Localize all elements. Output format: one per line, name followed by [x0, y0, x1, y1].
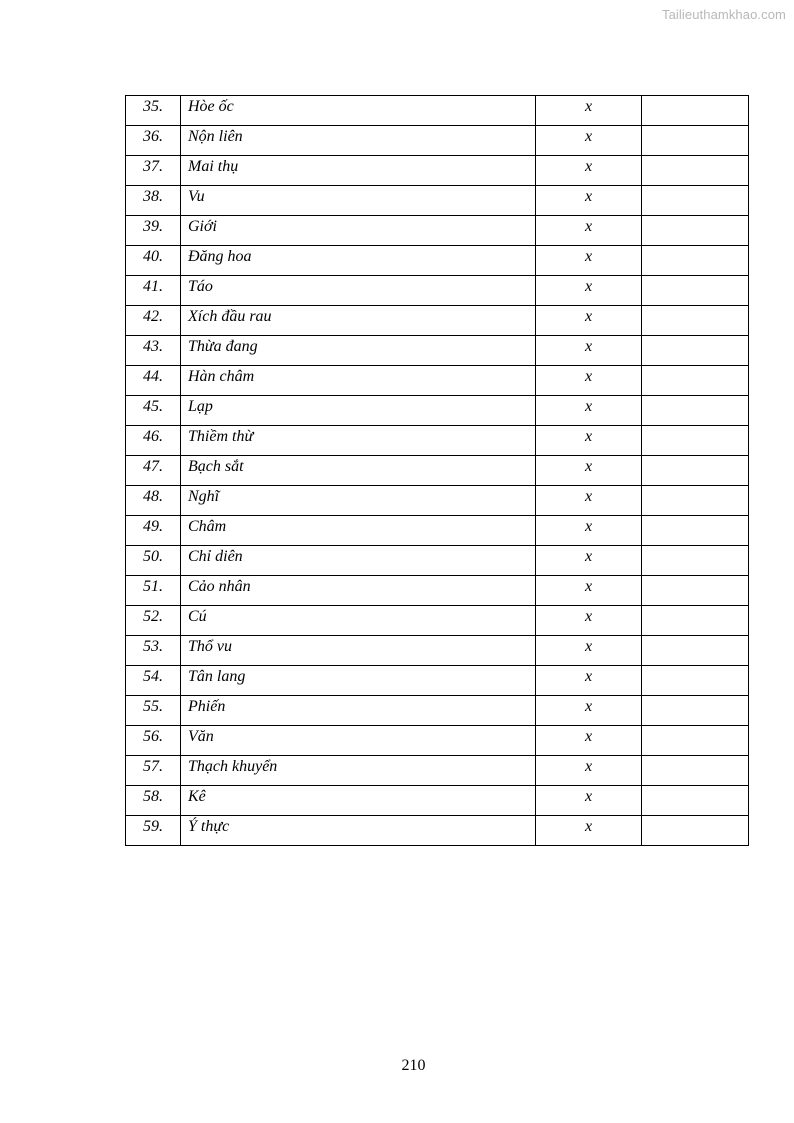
row-mark-cell: x	[536, 306, 642, 336]
table-row	[126, 666, 749, 696]
table-row	[126, 216, 749, 246]
row-number-cell: 37.	[126, 156, 181, 186]
species-table	[125, 95, 749, 846]
row-extra-cell	[642, 366, 749, 396]
table-row	[126, 606, 749, 636]
row-number-cell: 48.	[126, 486, 181, 516]
row-number-cell: 43.	[126, 336, 181, 366]
row-name-cell: Mai thụ	[181, 156, 536, 186]
row-name-cell: Châm	[181, 516, 536, 546]
row-mark-cell: x	[536, 186, 642, 216]
row-mark-cell: x	[536, 426, 642, 456]
row-extra-cell	[642, 156, 749, 186]
row-extra-cell	[642, 636, 749, 666]
row-extra-cell	[642, 306, 749, 336]
row-extra-cell	[642, 336, 749, 366]
row-extra-cell	[642, 96, 749, 126]
row-extra-cell	[642, 396, 749, 426]
table-row	[126, 456, 749, 486]
row-name-cell: Hàn châm	[181, 366, 536, 396]
row-extra-cell	[642, 756, 749, 786]
row-mark-cell: x	[536, 666, 642, 696]
row-number-cell: 39.	[126, 216, 181, 246]
row-name-cell: Táo	[181, 276, 536, 306]
row-number-cell: 54.	[126, 666, 181, 696]
row-name-cell: Đăng hoa	[181, 246, 536, 276]
table-row	[126, 636, 749, 666]
row-mark-cell: x	[536, 516, 642, 546]
row-number-cell: 45.	[126, 396, 181, 426]
row-mark-cell: x	[536, 636, 642, 666]
row-name-cell: Thiềm thừ	[181, 426, 536, 456]
row-name-cell: Ý thực	[181, 816, 536, 846]
row-mark-cell: x	[536, 546, 642, 576]
row-extra-cell	[642, 276, 749, 306]
row-name-cell: Cảo nhân	[181, 576, 536, 606]
row-number-cell: 58.	[126, 786, 181, 816]
row-number-cell: 51.	[126, 576, 181, 606]
row-mark-cell: x	[536, 396, 642, 426]
table-row	[126, 696, 749, 726]
table-row	[126, 156, 749, 186]
table-row	[126, 336, 749, 366]
table-row	[126, 576, 749, 606]
row-mark-cell: x	[536, 756, 642, 786]
row-mark-cell: x	[536, 216, 642, 246]
row-number-cell: 35.	[126, 96, 181, 126]
row-extra-cell	[642, 126, 749, 156]
row-number-cell: 44.	[126, 366, 181, 396]
row-extra-cell	[642, 426, 749, 456]
row-extra-cell	[642, 606, 749, 636]
row-number-cell: 42.	[126, 306, 181, 336]
row-extra-cell	[642, 486, 749, 516]
row-name-cell: Nộn liên	[181, 126, 536, 156]
row-mark-cell: x	[536, 726, 642, 756]
table-row	[126, 306, 749, 336]
table-row	[126, 756, 749, 786]
table-row	[126, 276, 749, 306]
row-number-cell: 53.	[126, 636, 181, 666]
table-row	[126, 396, 749, 426]
table-row	[126, 366, 749, 396]
row-number-cell: 38.	[126, 186, 181, 216]
row-extra-cell	[642, 816, 749, 846]
table-row	[126, 426, 749, 456]
row-mark-cell: x	[536, 336, 642, 366]
row-number-cell: 40.	[126, 246, 181, 276]
row-name-cell: Cú	[181, 606, 536, 636]
watermark-text: Tailieuthamkhao.com	[661, 7, 786, 22]
row-name-cell: Chỉ diên	[181, 546, 536, 576]
row-mark-cell: x	[536, 486, 642, 516]
row-name-cell: Thạch khuyển	[181, 756, 536, 786]
row-mark-cell: x	[536, 126, 642, 156]
row-name-cell: Xích đầu rau	[181, 306, 536, 336]
table-row	[126, 126, 749, 156]
row-mark-cell: x	[536, 246, 642, 276]
row-number-cell: 59.	[126, 816, 181, 846]
row-extra-cell	[642, 546, 749, 576]
row-number-cell: 52.	[126, 606, 181, 636]
table-row	[126, 726, 749, 756]
row-extra-cell	[642, 216, 749, 246]
table-row	[126, 786, 749, 816]
row-extra-cell	[642, 666, 749, 696]
row-name-cell: Thừa đang	[181, 336, 536, 366]
table-row	[126, 486, 749, 516]
row-mark-cell: x	[536, 576, 642, 606]
row-name-cell: Nghĩ	[181, 486, 536, 516]
row-mark-cell: x	[536, 816, 642, 846]
row-mark-cell: x	[536, 456, 642, 486]
table-row	[126, 186, 749, 216]
row-extra-cell	[642, 186, 749, 216]
row-mark-cell: x	[536, 786, 642, 816]
table-row	[126, 546, 749, 576]
row-number-cell: 49.	[126, 516, 181, 546]
row-name-cell: Văn	[181, 726, 536, 756]
row-extra-cell	[642, 456, 749, 486]
row-mark-cell: x	[536, 366, 642, 396]
row-name-cell: Hòe ốc	[181, 96, 536, 126]
row-extra-cell	[642, 246, 749, 276]
row-number-cell: 56.	[126, 726, 181, 756]
table-row	[126, 816, 749, 846]
table-body	[126, 96, 749, 846]
table-row	[126, 246, 749, 276]
row-number-cell: 50.	[126, 546, 181, 576]
row-extra-cell	[642, 786, 749, 816]
row-extra-cell	[642, 696, 749, 726]
row-number-cell: 46.	[126, 426, 181, 456]
table-row	[126, 96, 749, 126]
row-name-cell: Giới	[181, 216, 536, 246]
row-name-cell: Tân lang	[181, 666, 536, 696]
row-extra-cell	[642, 726, 749, 756]
table-row	[126, 516, 749, 546]
row-mark-cell: x	[536, 606, 642, 636]
row-extra-cell	[642, 516, 749, 546]
row-number-cell: 55.	[126, 696, 181, 726]
row-number-cell: 36.	[126, 126, 181, 156]
row-number-cell: 57.	[126, 756, 181, 786]
row-name-cell: Bạch sắt	[181, 456, 536, 486]
row-name-cell: Vu	[181, 186, 536, 216]
row-mark-cell: x	[536, 276, 642, 306]
row-mark-cell: x	[536, 156, 642, 186]
row-name-cell: Kê	[181, 786, 536, 816]
row-extra-cell	[642, 576, 749, 606]
row-name-cell: Phiến	[181, 696, 536, 726]
row-mark-cell: x	[536, 696, 642, 726]
page-number: 210	[401, 1057, 426, 1074]
row-name-cell: Thổ vu	[181, 636, 536, 666]
row-number-cell: 47.	[126, 456, 181, 486]
row-number-cell: 41.	[126, 276, 181, 306]
row-name-cell: Lạp	[181, 396, 536, 426]
row-mark-cell: x	[536, 96, 642, 126]
